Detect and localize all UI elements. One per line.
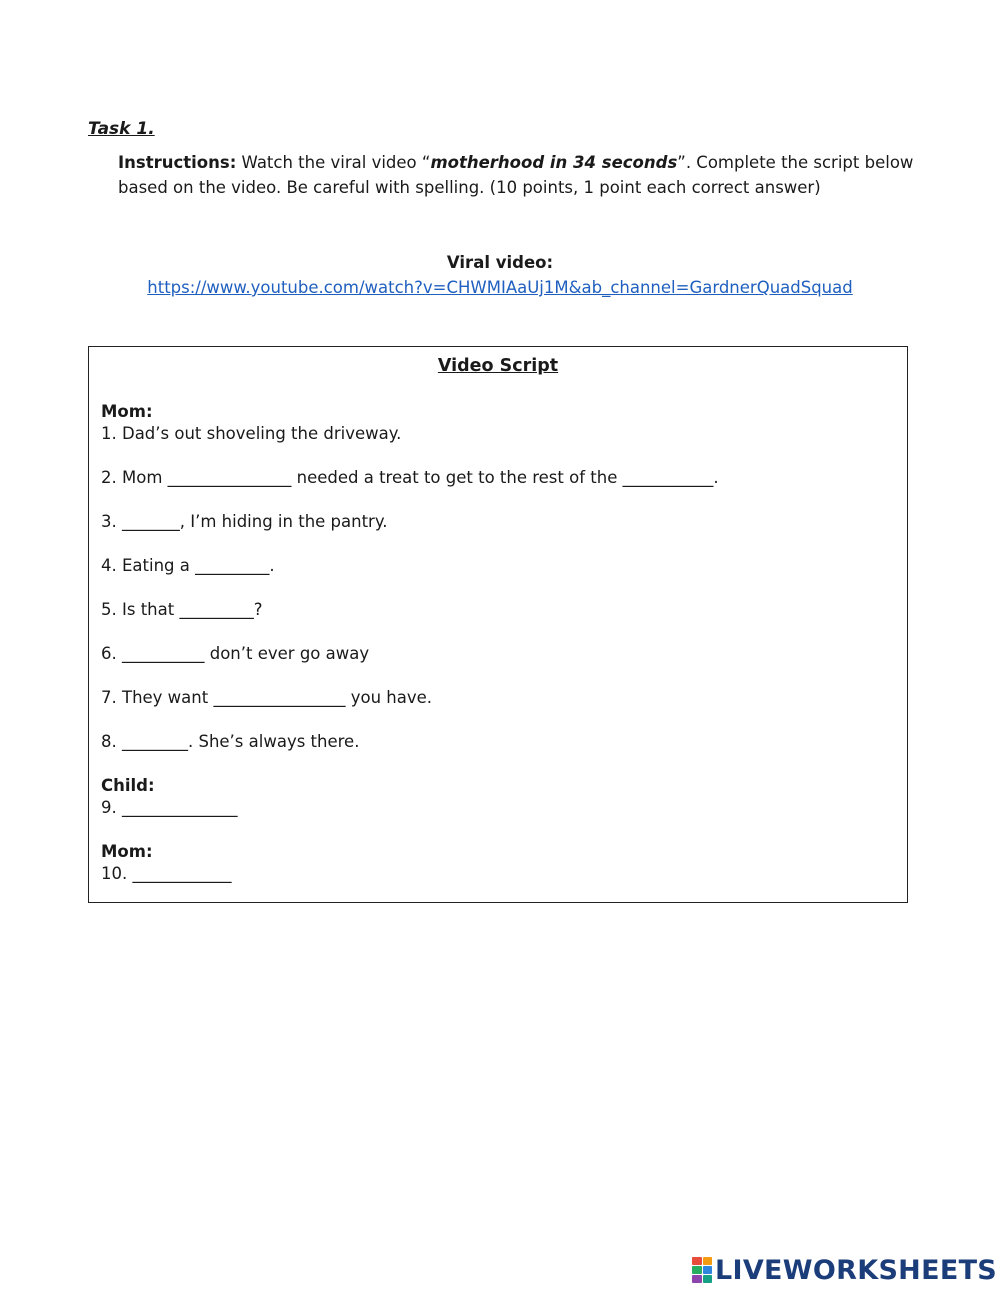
instructions-label: Instructions: xyxy=(118,153,237,172)
speaker-child: Child: xyxy=(101,776,155,795)
logo-block xyxy=(692,1275,702,1283)
script-line-7: 7. They want ________________ you have. xyxy=(101,688,432,707)
speaker-mom-2: Mom: xyxy=(101,842,153,861)
script-line-9: 9. ______________ xyxy=(101,798,238,817)
script-line-2: 2. Mom _______________ needed a treat to get to the rest of the ___________. xyxy=(101,468,719,487)
logo-block xyxy=(703,1266,713,1274)
liveworksheets-logo xyxy=(692,1255,997,1285)
task-title: Task 1. xyxy=(88,119,155,139)
logo-block xyxy=(703,1257,713,1265)
viral-video-label: Viral video: xyxy=(446,253,554,272)
video-title: motherhood in 34 seconds xyxy=(430,153,678,172)
video-script-box xyxy=(88,346,908,903)
viral-video-link[interactable]: https://www.youtube.com/watch?v=CHWMIAaUj1M&ab_channel=GardnerQuadSquad xyxy=(147,278,853,297)
script-line-6: 6. __________ don’t ever go away xyxy=(101,644,370,663)
script-line-1: 1. Dad’s out shoveling the driveway. xyxy=(101,424,402,443)
speaker-mom: Mom: xyxy=(101,402,153,421)
instructions-paragraph xyxy=(118,150,918,200)
script-line-10: 10. ____________ xyxy=(101,864,232,883)
logo-blocks-icon xyxy=(692,1257,712,1283)
script-line-8: 8. ________. She’s always there. xyxy=(101,732,360,751)
instructions-text-after: ”. Complete the script below based on the video. Be careful with spelling. (10 points, 1 point each correct answer) xyxy=(118,153,914,197)
instructions-text-before: Watch the viral video “ xyxy=(236,153,431,172)
logo-block xyxy=(703,1275,713,1283)
script-line-4: 4. Eating a _________. xyxy=(101,556,275,575)
script-title: Video Script xyxy=(437,356,559,376)
logo-block xyxy=(692,1257,702,1265)
logo-text: LIVEWORKSHEETS xyxy=(715,1254,998,1286)
script-line-5: 5. Is that _________? xyxy=(101,600,263,619)
script-line-3: 3. _______, I’m hiding in the pantry. xyxy=(101,512,388,531)
logo-block xyxy=(692,1266,702,1274)
